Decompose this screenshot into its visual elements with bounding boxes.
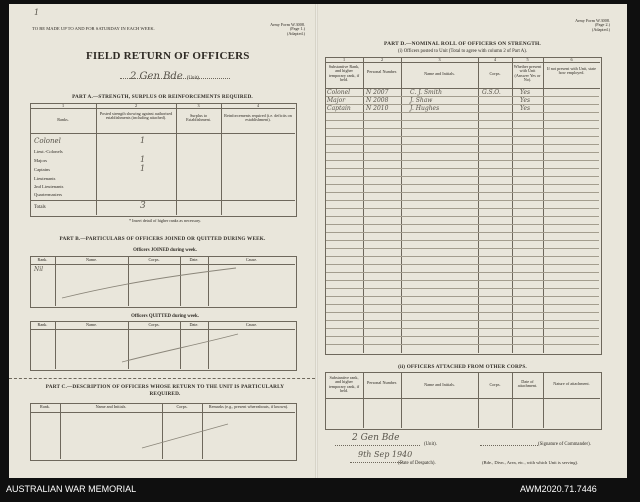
- roll-rule-line: [326, 176, 599, 177]
- part-c-col-rank: Rank.: [40, 404, 50, 409]
- roll-rule-line: [326, 248, 599, 249]
- quitted-title: Officers QUITTED during week.: [131, 314, 199, 319]
- part-a-colnum-4: 4: [256, 103, 260, 108]
- signature-commander-label: (Signature of Commander).: [538, 442, 591, 447]
- part-c-col-remarks: Remarks (e.g., present whereabouts, if known).: [208, 404, 289, 409]
- joined-col-rank: Rank.: [37, 257, 48, 262]
- roll-col-corps: Corps.: [489, 71, 501, 76]
- totals-label: Totals: [34, 205, 46, 210]
- rank-row-5: 2nd Lieutenants: [34, 184, 64, 189]
- signature-unit-label: (Unit).: [424, 442, 437, 447]
- roll-rule-line: [326, 304, 599, 305]
- signature-date-label: (Date of Despatch).: [398, 461, 436, 466]
- joined-title: Officers JOINED during week.: [133, 248, 197, 253]
- roll-rule-line: [326, 296, 599, 297]
- roll-col-employed: If not present with Unit, state how employed.: [546, 66, 597, 76]
- part-c-title: PART C.—DESCRIPTION OF OFFICERS WHOSE RETURN TO THE UNIT IS PARTICULARLY REQUIRED.: [45, 384, 285, 397]
- roll-col-name: Name and Initials.: [424, 71, 455, 76]
- part-a-footnote: * Insert detail of higher ranks as necessary.: [128, 218, 202, 223]
- roll-rule-line: [326, 112, 599, 113]
- joined-col-corps: Corps.: [148, 257, 160, 262]
- form-title: FIELD RETURN OF OFFICERS: [86, 50, 250, 62]
- joined-strike-line: [60, 264, 240, 304]
- signature-location-note: (Bde., Divn., Area, etc., with which Unit is serving).: [482, 460, 579, 465]
- rank-row-4: Lieutenants: [34, 176, 56, 181]
- roll-rule-line: [326, 336, 599, 337]
- quitted-col-name: Name.: [85, 322, 98, 327]
- roll-colnum-3: 3: [438, 57, 441, 62]
- roll-rule-line: [326, 344, 599, 345]
- roll-col-number: Personal Number.: [366, 69, 397, 74]
- roll-row-2-rank: Captain: [327, 105, 351, 112]
- roll-row-0-number: N 2007: [366, 89, 389, 96]
- part-b-title: PART B.—PARTICULARS OF OFFICERS JOINED OR QUITTED DURING WEEK.: [59, 236, 266, 242]
- roll-rule-line: [326, 200, 599, 201]
- roll-row-2-name: J. Hughes: [410, 105, 440, 112]
- roll-rule-line: [326, 272, 599, 273]
- strength-mark-colonel: 1: [140, 136, 146, 145]
- roll-rule-line: [326, 168, 599, 169]
- roll-rule-line: [326, 136, 599, 137]
- roll-rule-line: [326, 120, 599, 121]
- roll-row-0-rank: Colonel: [327, 89, 351, 96]
- quitted-col-corps: Corps.: [148, 322, 160, 327]
- total-value: 3: [140, 201, 146, 211]
- roll-row-0-present: Yes: [520, 89, 531, 96]
- rank-row-0: Colonel: [34, 137, 61, 145]
- roll-rule-line: [326, 144, 599, 145]
- joined-col-cause: Cause.: [245, 257, 258, 262]
- attached-col-number: Personal Number.: [366, 380, 397, 385]
- part-d-sub-i: (i) Officers posted to Unit (Total to agree with column 2 of Part A).: [397, 49, 528, 54]
- part-d-sub-ii: (ii) OFFICERS ATTACHED FROM OTHER CORPS.: [398, 364, 527, 370]
- joined-col-name: Name.: [85, 257, 98, 262]
- roll-row-1-number: N 2008: [366, 97, 389, 104]
- rank-row-1: Lieut.-Colonels: [34, 149, 63, 154]
- quitted-col-date: Date.: [189, 322, 199, 327]
- roll-rule-line: [326, 320, 599, 321]
- roll-col-rank: Substantive Rank, and higher temporary rank, if held.: [328, 64, 360, 83]
- part-c-col-name: Name and Initials.: [95, 404, 127, 409]
- joined-nil: Nil: [34, 266, 44, 273]
- strength-mark-majors: 1: [140, 155, 146, 164]
- roll-rule-line: [326, 288, 599, 289]
- roll-colnum-4: 4: [493, 57, 497, 62]
- roll-row-2-present: Yes: [520, 105, 531, 112]
- footer-source: AUSTRALIAN WAR MEMORIAL: [6, 484, 137, 494]
- roll-rule-line: [326, 152, 599, 153]
- roll-rule-line: [326, 192, 599, 193]
- part-a-colnum-2: 2: [134, 103, 138, 108]
- roll-rule-line: [326, 160, 599, 161]
- roll-row-0-corps: G.S.O.: [482, 89, 501, 96]
- roll-rule-line: [326, 280, 599, 281]
- roll-rule-line: [326, 216, 599, 217]
- roll-rule-line: [326, 256, 599, 257]
- roll-rule-line: [326, 224, 599, 225]
- form-number-right: Army Form W.3008. (Page 2.) (Adapted.): [575, 18, 610, 32]
- part-c-col-corps: Corps.: [176, 404, 188, 409]
- roll-rule-line: [326, 184, 599, 185]
- form-number-left: Army Form W.3008. (Page 1.) (Adapted.): [270, 22, 305, 36]
- quitted-strike-line: [120, 330, 240, 366]
- roll-row-1-rank: Major: [327, 97, 346, 104]
- roll-row-1-present: Yes: [520, 97, 531, 104]
- quitted-col-rank: Rank.: [37, 322, 48, 327]
- roll-colnum-5: 5: [526, 57, 529, 62]
- roll-row-2-number: N 2010: [366, 105, 389, 112]
- roll-colnum-2: 2: [380, 57, 384, 62]
- part-a-header-strength: Posted strength showing against authorised establishments (including attached).: [99, 111, 173, 121]
- roll-rule-line: [326, 328, 599, 329]
- part-a-header-ranks: Ranks.: [57, 117, 69, 122]
- attached-col-nature: Nature of attachment.: [553, 381, 590, 386]
- strength-mark-captains: 1: [140, 164, 146, 173]
- roll-rule-line: [326, 240, 599, 241]
- page-number: 1: [34, 8, 40, 17]
- roll-rule-line: [326, 264, 599, 265]
- part-a-header-reinforcements: Reinforcements required (i.e. deficits on establishment).: [224, 113, 292, 123]
- roll-col-present: Whether present with Unit (Answer Yes or No).: [513, 64, 542, 83]
- part-a-colnum-1: 1: [61, 103, 65, 108]
- part-a-colnum-3: 3: [197, 103, 200, 108]
- quitted-col-cause: Cause.: [245, 322, 258, 327]
- roll-row-1-name: J. Shaw: [410, 97, 433, 104]
- part-d-title: PART D.—NOMINAL ROLL OF OFFICERS ON STRENGTH.: [384, 41, 541, 47]
- part-c-strike-line: [140, 420, 230, 452]
- rank-row-3: Captains: [34, 167, 51, 172]
- joined-col-date: Date.: [189, 257, 199, 262]
- unit-handwritten: 2 Gen Bde: [130, 71, 183, 82]
- header-note: TO BE MADE UP TO AND FOR SATURDAY IN EACH WEEK.: [32, 26, 155, 31]
- signature-date-hand: 9th Sep 1940: [358, 450, 413, 459]
- roll-row-0-name: C. J. Smith: [410, 89, 442, 96]
- roll-rule-line: [326, 232, 599, 233]
- attached-col-date: Date of attachment.: [517, 379, 538, 389]
- unit-label: (Unit): [186, 76, 199, 81]
- roll-rule-line: [326, 128, 599, 129]
- attached-col-corps: Corps.: [489, 382, 501, 387]
- attached-col-name: Name and Initials.: [424, 382, 455, 387]
- roll-rule-line: [326, 312, 599, 313]
- roll-colnum-1: 1: [342, 57, 346, 62]
- attached-col-rank: Substantive rank, and higher temporary rank, if held.: [328, 375, 360, 394]
- signature-unit-hand: 2 Gen Bde: [352, 433, 400, 443]
- part-a-header-surplus: Surplus to Establishment.: [186, 113, 211, 123]
- unit-line: [100, 66, 250, 84]
- part-a-title: PART A.—STRENGTH, SURPLUS OR REINFORCEMENTS REQUIRED.: [72, 94, 253, 100]
- roll-colnum-6: 6: [570, 57, 573, 62]
- rank-row-6: Quartermasters: [34, 192, 63, 197]
- roll-rule-line: [326, 208, 599, 209]
- page-fold: [315, 4, 318, 478]
- rank-row-2: Majors: [34, 158, 48, 163]
- footer-accession: AWM2020.71.7446: [520, 484, 597, 494]
